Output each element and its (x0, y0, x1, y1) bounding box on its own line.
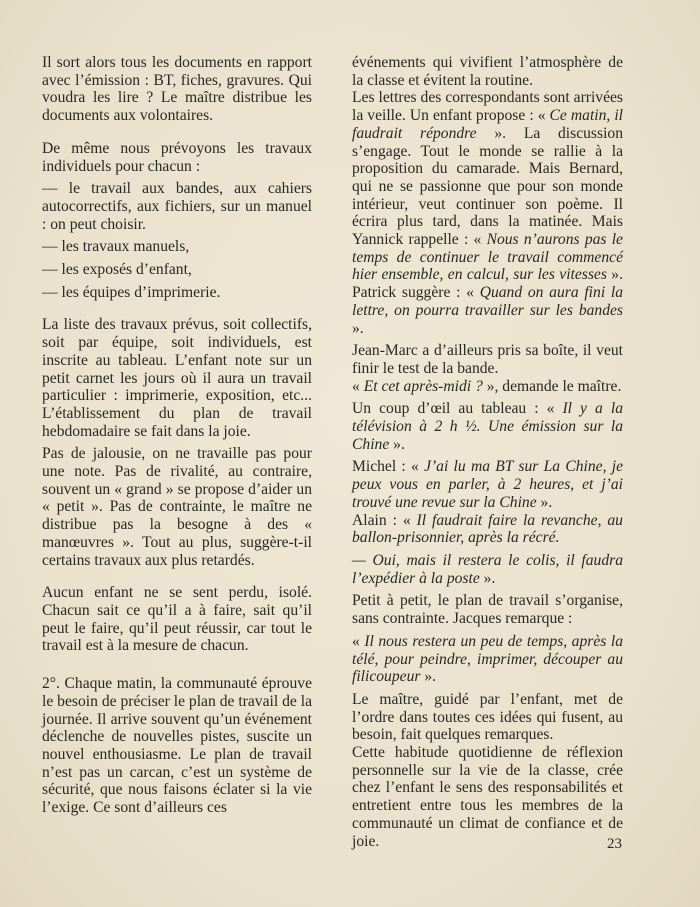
quote: Il y a la télévision à 2 h ½. Une émission sur la Chine (352, 400, 623, 453)
paragraph: Le maître, guidé par l’enfant, met de l’ordre dans toutes ces idées qui fusent, au besoin, fait quelques remarques. (352, 690, 623, 744)
paragraph: Cette habitude quotidienne de réflexion personnelle sur la vie de la classe, crée chez l’enfant le sens des responsabilités et entretient entre tous les membres de la communauté un climat de confiance et de joie. (352, 744, 623, 850)
paragraph: De même nous prévoyons les travaux individuels pour chacun : (42, 139, 312, 175)
text-run: « (352, 377, 364, 395)
right-column (352, 54, 623, 850)
paragraph: Petit à petit, le plan de travail s’organise, sans contrainte. Jacques remarque : (352, 592, 623, 628)
paragraph: Pas de jalousie, on ne travaille pas pour une note. Pas de rivalité, au contraire, souvent un « grand » se propose d’aider un « petit ». Pas de contrainte, le maître ne distribue pas la besogne à des « manœuvres ». Tout au plus, suggère-t-il certains travaux aux plus retardés. (42, 445, 312, 569)
text-run: ». (479, 569, 496, 587)
list-item: — le travail aux bandes, aux cahiers autocorrectifs, aux fichiers, sur un manuel : on peut choisir. (42, 180, 312, 233)
paragraph: Il sort alors tous les documents en rapport avec l’émission : BT, fiches, gravures. Qui voudra les lire ? Le maître distribue les documents aux volontaires. (42, 54, 312, 125)
text-run: ». La discussion s’engage. Tout le monde se rallie à la proposition du camarade. Mais Bernard, qui ne se passionne que pour son monde intérieur, veut continuer son poème. Il écrira plus tard, dans la matinée. Mais Yannick rappelle : « (352, 124, 623, 249)
text-run: Un coup d’œil au tableau : « (352, 400, 563, 418)
list-item: — les équipes d’imprimerie. (42, 283, 221, 301)
text-run: ». (536, 493, 553, 511)
quote: Il faudrait faire la revanche, au ballon-prisonnier, après la récré. (352, 511, 623, 547)
paragraph: 2°. Chaque matin, la communauté éprouve le besoin de préciser le plan de travail de la journée. Il arrive souvent qu’un événement déclenche de nouvelles pistes, suscite un nouvel enthousiasme. Le plan de travail n’est pas un carcan, c’est un système de sécurité, que nous faisons éclater si la vie l’exige. Ce sont d’ailleurs ces (42, 675, 312, 817)
paragraph: La liste des travaux prévus, soit collectifs, soit par équipe, soit individuels, est inscrite au tableau. L’enfant note sur un petit carnet les jours où il aura un travail particulier : imprimerie, exposition, etc... L’établissement du plan de travail hebdomadaire se fait dans la joie. (42, 316, 312, 440)
paragraph (352, 633, 623, 686)
list-item: — les travaux manuels, (42, 238, 190, 256)
text-run: ». (389, 435, 405, 453)
paragraph (352, 458, 623, 511)
left-column (42, 54, 312, 817)
text-run: « (352, 632, 365, 650)
quote: Nous n’aurons pas le temps de continuer le travail commencé hier ensemble, en calcul, sur les vitesses (352, 231, 623, 284)
list-item: — les exposés d’enfant, (42, 261, 192, 279)
text-run: ». (352, 319, 364, 337)
page-number: 23 (607, 836, 622, 852)
quote: — Oui, mais il restera le colis, il faudra l’expédier à la poste (352, 551, 623, 587)
paragraph: Aucun enfant ne se sent perdu, isolé. Chacun sait ce qu’il a à faire, sait qu’il peut le faire, qu’il peut réussir, car tout le travail est à la mesure de chacun. (42, 584, 312, 655)
paragraph (352, 89, 623, 337)
text-run: Les lettres des correspondants sont arrivées la veille. Un enfant propose : « (352, 89, 623, 125)
paragraph: événements qui vivifient l’atmosphère de la classe et évitent la routine. (352, 54, 623, 89)
paragraph (352, 512, 623, 547)
quote: Quand on aura fini la lettre, on pourra travailler sur les bandes (352, 284, 623, 319)
quote: Et cet après-midi ? (363, 377, 483, 395)
quote: Il nous restera un peu de temps, après la télé, pour peindre, imprimer, découper au filicoupeur (352, 632, 623, 686)
quote: J’ai lu ma BT sur La Chine, je peux vous en parler, à 2 heures, et j’ai trouvé une revue sur la Chine (352, 458, 623, 511)
paragraph (352, 552, 623, 587)
text-run: ». (420, 668, 437, 686)
paragraph (352, 400, 623, 453)
paragraph: Jean-Marc a d’ailleurs pris sa boîte, il veut finir le test de la bande. (352, 342, 623, 377)
text-run: », demande le maître. (482, 377, 622, 395)
text-run: ». Patrick suggère : « (352, 266, 623, 302)
paragraph (352, 378, 623, 396)
text-run: Alain : « (352, 511, 417, 529)
quote: Ce matin, il faudrait répondre (352, 107, 623, 142)
text-run: Michel : « (352, 458, 425, 476)
